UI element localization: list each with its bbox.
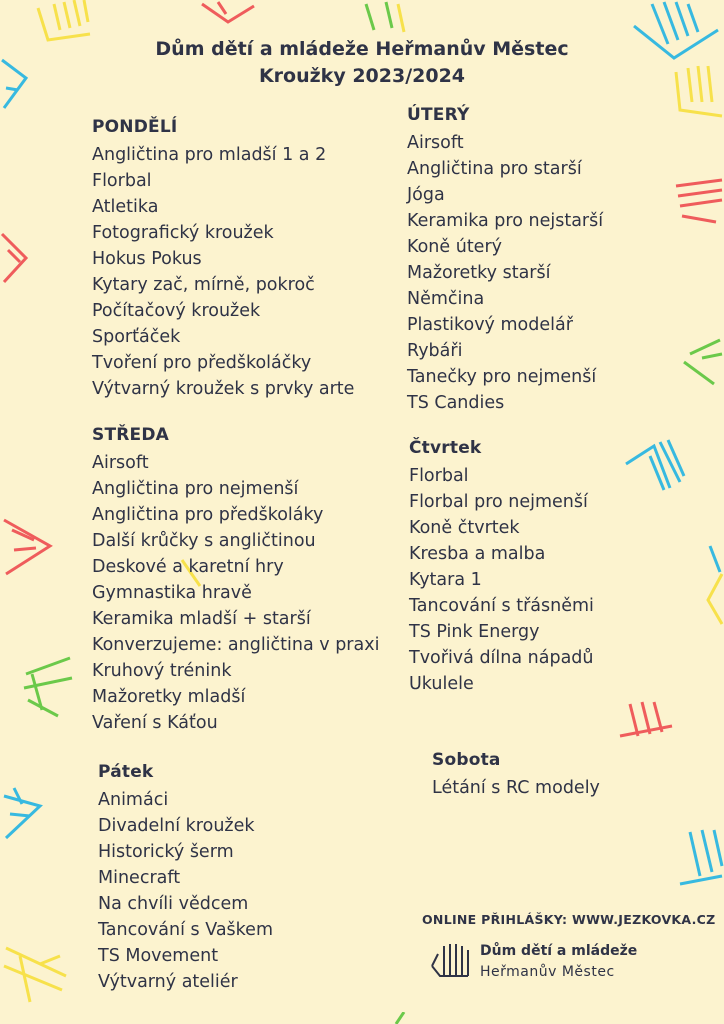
day-streda xyxy=(92,424,379,736)
list-item: Kytary zač, mírně, pokroč xyxy=(92,275,315,295)
title-line-2: Kroužky 2023/2024 xyxy=(258,65,466,87)
hedgehog-logo-icon xyxy=(428,940,474,984)
hedgehog-doodle-icon xyxy=(198,0,258,30)
list-item: Tvoření pro předškoláčky xyxy=(92,353,312,373)
hedgehog-doodle-icon xyxy=(360,0,420,38)
hedgehog-doodle-icon xyxy=(620,436,686,496)
hedgehog-doodle-icon xyxy=(392,1012,412,1024)
list-item: Florbal pro nejmenší xyxy=(409,492,588,512)
list-item: Konverzujeme: angličtina v praxi xyxy=(92,635,380,655)
logo-city: Heřmanův Městec xyxy=(480,964,615,980)
hedgehog-doodle-icon xyxy=(670,826,724,890)
list-item: Kruhový trénink xyxy=(92,661,232,681)
hedgehog-doodle-icon xyxy=(20,654,76,720)
list-item: TS Pink Energy xyxy=(409,622,540,642)
list-item: Kytara 1 xyxy=(409,570,482,590)
list-item: Airsoft xyxy=(92,453,149,473)
list-item: Výtvarný kroužek s prvky arte xyxy=(92,379,355,399)
day-heading: Čtvrtek xyxy=(409,438,482,458)
day-ctvrtek xyxy=(409,437,594,697)
list-item: Plastikový modelář xyxy=(407,315,573,335)
list-item: Angličtina pro předškoláky xyxy=(92,505,324,525)
list-item: Deskové a karetní hry xyxy=(92,557,284,577)
hedgehog-doodle-icon xyxy=(680,334,724,388)
day-heading: PONDĚLÍ xyxy=(92,117,178,137)
list-item: Divadelní kroužek xyxy=(98,816,255,836)
list-item: Keramika mladší + starší xyxy=(92,609,311,629)
online-registration-link[interactable]: ONLINE PŘIHLÁŠKY: WWW.JEZKOVKA.CZ xyxy=(422,912,716,927)
day-heading: STŘEDA xyxy=(92,425,170,445)
list-item: Další krůčky s angličtinou xyxy=(92,531,316,551)
list-item: Fotografický kroužek xyxy=(92,223,274,243)
day-heading: Sobota xyxy=(432,750,501,770)
day-heading: ÚTERÝ xyxy=(407,105,470,125)
list-item: Florbal xyxy=(409,466,469,486)
list-item: Rybáři xyxy=(407,341,463,361)
list-item: Animáci xyxy=(98,790,169,810)
logo xyxy=(426,940,686,986)
list-item: Létání s RC modely xyxy=(432,778,600,798)
list-item: Hokus Pokus xyxy=(92,249,202,269)
list-item: TS Candies xyxy=(407,393,505,413)
list-item: Jóga xyxy=(407,185,445,205)
page-title xyxy=(0,36,724,90)
list-item: Angličtina pro mladší 1 a 2 xyxy=(92,145,327,165)
hedgehog-doodle-icon xyxy=(616,696,676,756)
list-item: Tanečky pro nejmenší xyxy=(407,367,597,387)
list-item: Počítačový kroužek xyxy=(92,301,261,321)
list-item: Sporťáček xyxy=(92,327,181,347)
list-item: Angličtina pro nejmenší xyxy=(92,479,299,499)
day-sobota xyxy=(432,749,600,801)
hedgehog-doodle-icon xyxy=(0,228,36,288)
list-item: Keramika pro nejstarší xyxy=(407,211,604,231)
list-item: Airsoft xyxy=(407,133,464,153)
list-item: Gymnastika hravě xyxy=(92,583,252,603)
list-item: Koně čtvrtek xyxy=(409,518,520,538)
list-item: TS Movement xyxy=(98,946,219,966)
list-item: Mažoretky starší xyxy=(407,263,551,283)
list-item: Koně úterý xyxy=(407,237,503,257)
list-item: Historický šerm xyxy=(98,842,234,862)
day-pondeli xyxy=(92,116,354,402)
day-heading: Pátek xyxy=(98,762,154,782)
list-item: Vaření s Káťou xyxy=(92,713,218,733)
hedgehog-doodle-icon xyxy=(0,510,54,580)
logo-name: Dům dětí a mládeže xyxy=(480,943,638,959)
day-patek xyxy=(98,761,273,995)
list-item: Němčina xyxy=(407,289,485,309)
list-item: Atletika xyxy=(92,197,159,217)
list-item: Florbal xyxy=(92,171,152,191)
list-item: Mažoretky mladší xyxy=(92,687,246,707)
list-item: Minecraft xyxy=(98,868,181,888)
day-utery xyxy=(407,104,603,416)
list-item: Tancování s třásněmi xyxy=(409,596,594,616)
list-item: Ukulele xyxy=(409,674,474,694)
hedgehog-doodle-icon xyxy=(0,936,74,1006)
title-line-1: Dům dětí a mládeže Heřmanův Městec xyxy=(155,38,569,60)
hedgehog-doodle-icon xyxy=(0,784,50,848)
list-item: Kresba a malba xyxy=(409,544,546,564)
list-item: Tvořivá dílna nápadů xyxy=(409,648,594,668)
list-item: Na chvíli vědcem xyxy=(98,894,249,914)
list-item: Výtvarný ateliér xyxy=(98,972,238,992)
hedgehog-doodle-icon xyxy=(704,570,724,630)
hedgehog-doodle-icon xyxy=(672,176,724,230)
list-item: Tancování s Vaškem xyxy=(98,920,273,940)
list-item: Angličtina pro starší xyxy=(407,159,582,179)
